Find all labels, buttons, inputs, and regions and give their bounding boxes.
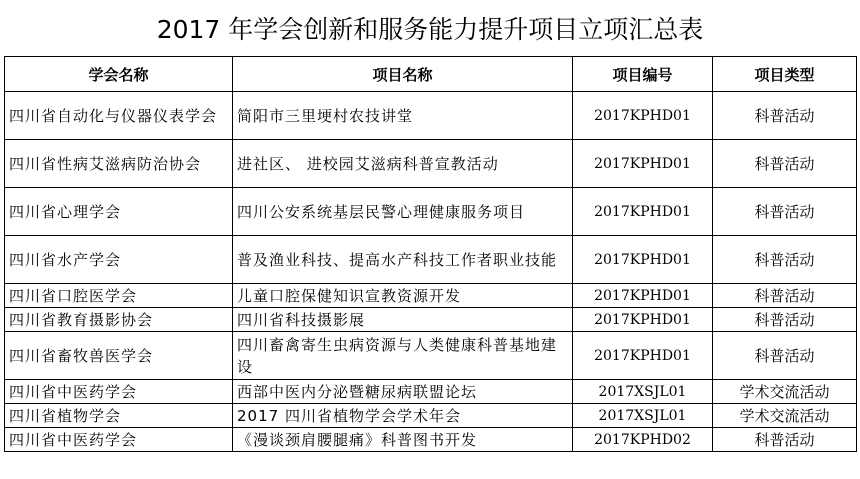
project-name-cell: 四川公安系统基层民警心理健康服务项目 [233,188,573,236]
project-type-cell: 科普活动 [713,140,857,188]
project-name-cell: 儿童口腔保健知识宣教资源开发 [233,284,573,308]
society-name-cell: 四川省水产学会 [5,236,233,284]
project-type-cell: 科普活动 [713,308,857,332]
project-number-cell: 2017KPHD01 [573,236,713,284]
table-row [5,308,857,332]
project-number-cell: 2017KPHD01 [573,284,713,308]
project-number-cell: 2017KPHD01 [573,188,713,236]
project-name-cell: 西部中医内分泌暨糖尿病联盟论坛 [233,380,573,404]
society-name-cell: 四川省中医药学会 [5,380,233,404]
society-name-cell: 四川省口腔医学会 [5,284,233,308]
project-number-cell: 2017KPHD02 [573,428,713,452]
project-name-cell: 四川畜禽寄生虫病资源与人类健康科普基地建设 [233,332,573,380]
project-type-cell: 科普活动 [713,188,857,236]
project-number-cell: 2017KPHD01 [573,332,713,380]
society-name-cell: 四川省畜牧兽医学会 [5,332,233,380]
table-row [5,380,857,404]
society-name-cell: 四川省植物学会 [5,404,233,428]
table-row [5,332,857,380]
society-name-cell: 四川省心理学会 [5,188,233,236]
project-type-cell: 科普活动 [713,284,857,308]
project-name-cell: 四川省科技摄影展 [233,308,573,332]
society-name-cell: 四川省中医药学会 [5,428,233,452]
header-project-type: 项目类型 [713,57,857,92]
table-row [5,188,857,236]
table-row [5,236,857,284]
project-number-cell: 2017XSJL01 [573,380,713,404]
page-title: 2017 年学会创新和服务能力提升项目立项汇总表 [156,15,704,44]
society-name-cell: 四川省性病艾滋病防治协会 [5,140,233,188]
table-row [5,284,857,308]
project-number-cell: 2017KPHD01 [573,140,713,188]
table-row [5,404,857,428]
project-type-cell: 科普活动 [713,236,857,284]
project-name-cell: 2017 四川省植物学会学术年会 [233,404,573,428]
project-type-cell: 科普活动 [713,428,857,452]
society-name-cell: 四川省教育摄影协会 [5,308,233,332]
project-type-cell: 科普活动 [713,92,857,140]
project-summary-table [4,56,857,452]
project-name-cell: 进社区、 进校园艾滋病科普宣教活动 [233,140,573,188]
project-name-cell: 普及渔业科技、提高水产科技工作者职业技能 [233,236,573,284]
table-row [5,92,857,140]
project-number-cell: 2017KPHD01 [573,308,713,332]
table-header-row [5,57,857,92]
project-number-cell: 2017XSJL01 [573,404,713,428]
project-type-cell: 科普活动 [713,332,857,380]
project-name-cell: 简阳市三里埂村农技讲堂 [233,92,573,140]
society-name-cell: 四川省自动化与仪器仪表学会 [5,92,233,140]
project-name-cell: 《漫谈颈肩腰腿痛》科普图书开发 [233,428,573,452]
table-row [5,428,857,452]
project-number-cell: 2017KPHD01 [573,92,713,140]
project-type-cell: 学术交流活动 [713,404,857,428]
header-society-name: 学会名称 [5,57,233,92]
project-type-cell: 学术交流活动 [713,380,857,404]
table-row [5,140,857,188]
header-project-name: 项目名称 [233,57,573,92]
header-project-number: 项目编号 [573,57,713,92]
